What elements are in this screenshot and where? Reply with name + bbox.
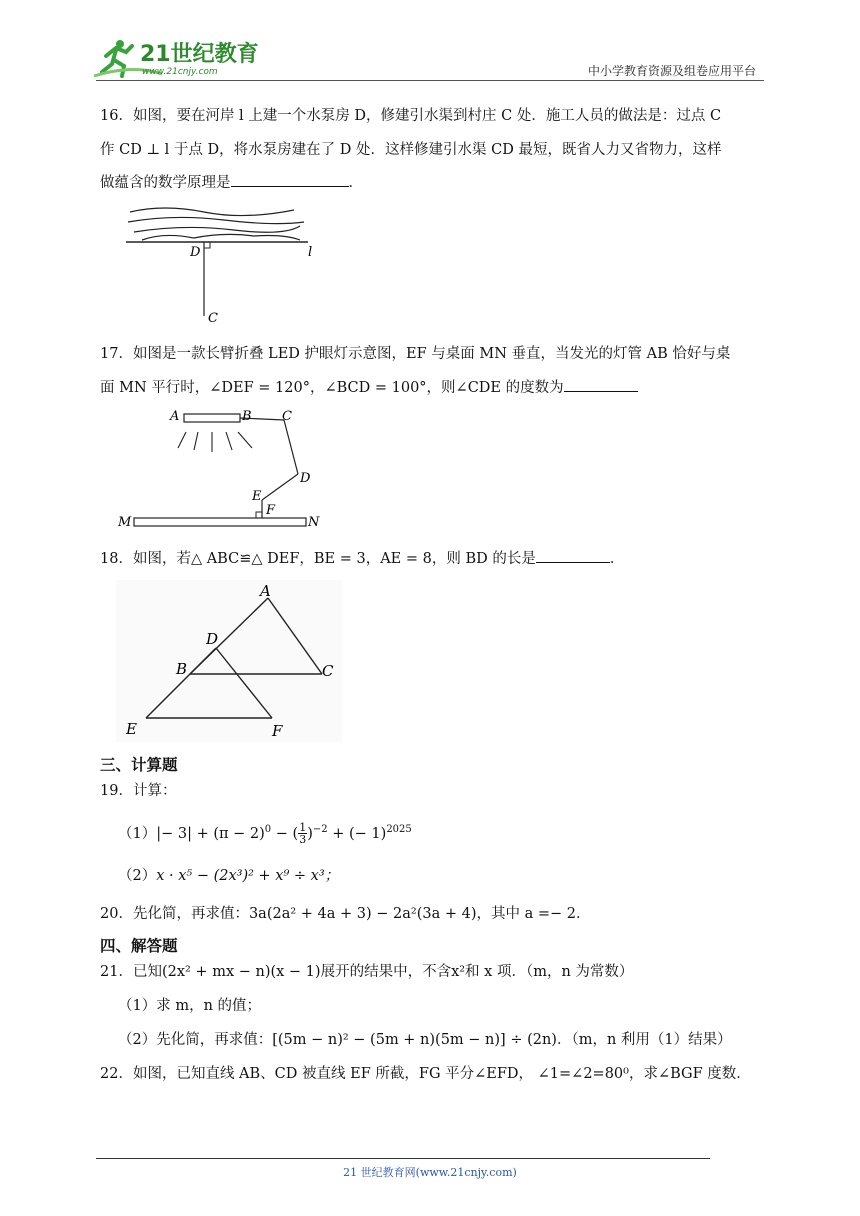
q19-p1-b: − xyxy=(271,825,293,842)
q19-p1-expm2: −2 xyxy=(312,824,328,835)
q18-line1 xyxy=(100,548,760,569)
q19-p1-exp2025: 2025 xyxy=(386,824,412,835)
q19-p1-a: |− 3| + (π − 2) xyxy=(156,825,265,842)
q16-label-l: l xyxy=(308,245,313,260)
q16-label-d: D xyxy=(190,245,201,260)
logo-url: www.21cnjy.com xyxy=(142,67,218,77)
section-3-title: 三、计算题 xyxy=(100,756,178,774)
q19-p1-fraction xyxy=(298,822,307,845)
q17-label-n: N xyxy=(308,515,320,530)
logo-text: 21世纪教育 xyxy=(140,42,259,67)
q18-label-e: E xyxy=(126,720,137,738)
q17-line1: 17．如图是一款长臂折叠 LED 护眼灯示意图，EF 与桌面 MN 垂直，当发光的灯管 AB 恰好与桌 xyxy=(100,346,731,362)
q17-label-b: B xyxy=(242,409,252,424)
q18-figure xyxy=(116,580,342,742)
q20: 20．先化简，再求值：3a(2a² + 4a + 3) − 2a²(3a + 4)，其中 a =− 2． xyxy=(100,906,591,922)
q17-label-a: A xyxy=(170,409,180,424)
q19-p2-expr: x · x⁵ − (2x³)² + x⁹ ÷ x³； xyxy=(156,868,340,884)
q18-answer-blank xyxy=(536,548,610,563)
q17-label-d: D xyxy=(300,471,311,486)
q17-label-m: M xyxy=(118,515,132,530)
q19-p1-exp0: 0 xyxy=(264,824,272,835)
q19-p1-c: + (− 1) xyxy=(327,825,387,842)
q17-label-f: F xyxy=(266,503,276,518)
q16-label-c: C xyxy=(208,311,218,324)
q18-label-d: D xyxy=(206,630,219,648)
logo xyxy=(92,34,262,80)
header-platform-text: 中小学教育资源及组卷应用平台 xyxy=(587,64,756,78)
q17-label-e: E xyxy=(252,489,262,504)
q16-line2: 作 CD ⊥ l 于点 D，将水泵房建在了 D 处．这样修建引水渠 CD 最短，既省人力又省物力，这样 xyxy=(100,142,722,158)
q21-line1: 21．已知(2x² + mx − n)(x − 1)展开的结果中，不含x²和 x 项．（m，n 为常数） xyxy=(100,964,634,980)
q19-part1: $(1)|- 3| + (\pi - 2)^0$ − ( $\frac{1}{3}$ )$^{-2}$ + (− 1)$^{2025}$ xyxy=(118,821,412,847)
q21-part1: （1）求 m，n 的值； xyxy=(118,998,262,1014)
q19-part2 xyxy=(118,866,778,886)
q16-line3 xyxy=(100,172,760,193)
q19-p1-num: 1 xyxy=(299,821,307,835)
q19-p1-den: 3 xyxy=(299,833,307,847)
q18-label-a: A xyxy=(260,582,271,600)
q16-line1: 16．如图，要在河岸 l 上建一个水泵房 D，修建引水渠到村庄 C 处．施工人员的做法是：过点 C xyxy=(100,108,722,124)
q19-p2-prefix: （2） xyxy=(118,868,157,884)
q18-label-f: F xyxy=(272,722,283,740)
q18-label-b: B xyxy=(176,660,188,678)
q17-label-c: C xyxy=(282,409,292,424)
q18-text: 18．如图，若△ ABC≌△ DEF，BE = 3，AE = 8，则 BD 的长是 xyxy=(100,551,536,567)
header-divider xyxy=(96,80,764,81)
q16-figure xyxy=(124,204,324,324)
q16-end: ． xyxy=(348,175,363,191)
section-4-title: 四、解答题 xyxy=(100,937,178,955)
q16-line3-text: 做蕴含的数学原理是 xyxy=(100,175,231,191)
q17-figure xyxy=(114,404,344,532)
q19-p1-prefix: （1） xyxy=(118,825,157,842)
q18-label-c: C xyxy=(322,662,334,680)
q22: 22．如图，已知直线 AB、CD 被直线 EF 所截，FG 平分∠EFD， ∠1=∠2=80⁰，求∠BGF 度数． xyxy=(100,1066,751,1082)
footer-divider xyxy=(96,1158,710,1159)
q17-line2 xyxy=(100,377,760,398)
footer-text: 21 世纪教育网(www.21cnjy.com) xyxy=(343,1166,517,1179)
q17-answer-blank xyxy=(564,377,638,392)
q19-title: 19．计算： xyxy=(100,783,177,799)
q17-line2-text: 面 MN 平行时，∠DEF = 120°，∠BCD = 100°，则∠CDE 的度数为 xyxy=(100,380,564,396)
q16-answer-blank xyxy=(231,172,349,187)
q18-end: ． xyxy=(609,551,625,567)
q21-part2: （2）先化简，再求值：[(5m − n)² − (5m + n)(5m − n)] ÷ (2n)．（m，n 利用（1）结果） xyxy=(118,1032,732,1048)
